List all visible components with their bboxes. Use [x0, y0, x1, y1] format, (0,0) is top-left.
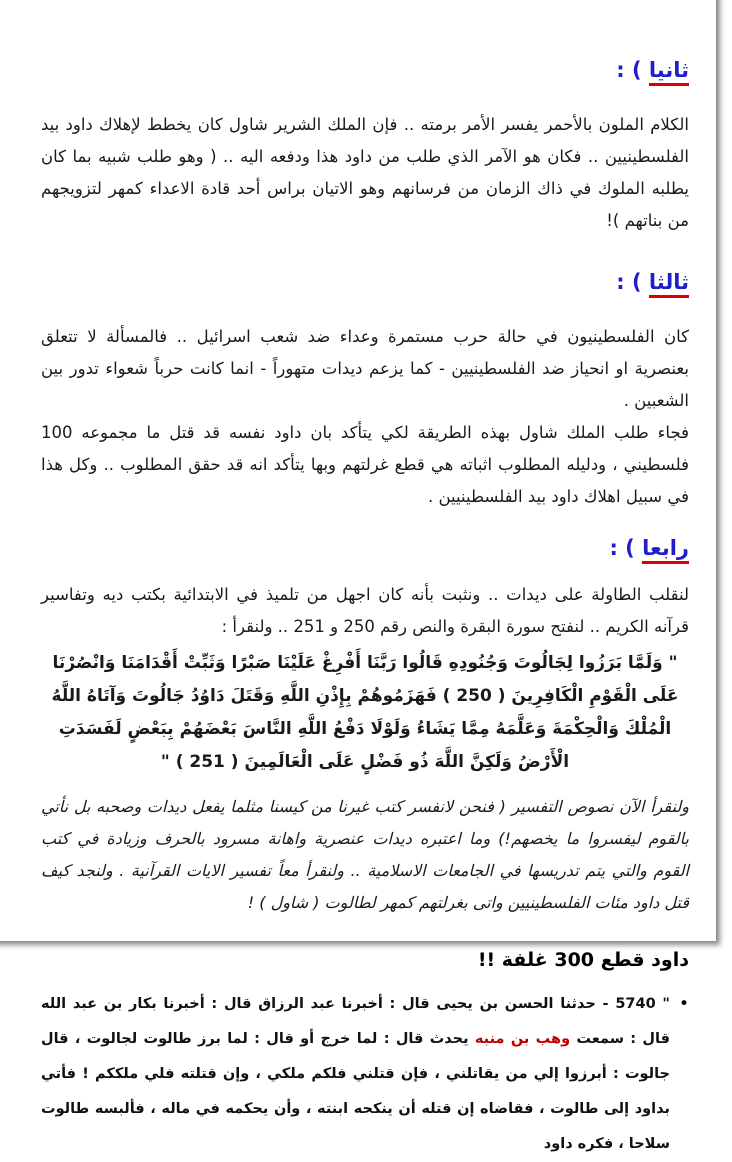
section-heading-fourth-suffix: ) : [609, 536, 643, 560]
section-heading-third-word: ثالثا [649, 270, 689, 298]
bullet-icon: • [678, 994, 689, 1014]
hadith-chain-before-narrator: " 5740 - حدثنا الحسن بن يحيى قال : أخبرنا عبد الرزاق قال : أخبرنا بكار بن عبد الله قال : سمعت [41, 996, 670, 1047]
paragraph-war-context-line1: كان الفلسطينيون في حالة حرب مستمرة وعداء ضد شعب اسرائيل .. فالمسألة لا تتعلق بعنصرية او انحياز ضد الفلسطينيين - كما يزعم ديدات متهوراً - انما كانت حرباً شعواء تدور بين الشعبين . [41, 327, 689, 410]
document-content [0, 55, 716, 1162]
paragraph-open-quran-intro: لنقلب الطاولة على ديدات .. ونثبت بأنه كان اجهل من تلميذ في الابتدائية بكتب ديه وتفاسير قرآنه الكريم .. لنفتح سورة البقرة والنص رقم 250 و 251 .. ولنقرأ : [41, 585, 689, 636]
section-heading-fourth-word: رابعا [642, 536, 689, 564]
quran-verse-baqara-250-251: " وَلَمَّا بَرَزُوا لِجَالُوتَ وَجُنُودِهِ قَالُوا رَبَّنَا أَفْرِغْ عَلَيْنَا صَبْرًا وَثَبِّتْ أَقْدَامَنَا وَانْصُرْنَا عَلَى الْقَوْمِ الْكَافِرِينَ ( 250 ) فَهَزَمُوهُمْ بِإِذْنِ اللَّهِ وَقَتَلَ دَاوُدُ جَالُوتَ وَآتَاهُ اللَّهُ الْمُلْكَ وَالْحِكْمَةَ وَعَلَّمَهُ مِمَّا يَشَاءُ وَلَوْلَا دَفْعُ اللَّهِ النَّاسَ بَعْضَهُمْ بِبَعْضٍ لَفَسَدَتِ الْأَرْضُ وَلَكِنَّ اللَّهَ ذُو فَضْلٍ عَلَى الْعَالَمِينَ ( 251 ) " [51, 653, 679, 772]
hadith-narration-text [41, 987, 670, 1162]
hadith-narrator-name: وهب بن منبه [474, 1031, 571, 1047]
section-heading-third-suffix: ) : [616, 270, 649, 294]
paragraph-saul-plot: الكلام الملون بالأحمر يفسر الأمر برمته .. فإن الملك الشرير شاول كان يخطط لإهلاك داود بيد الفلسطينيين .. فكان هو الآمر الذي طلب من داود هذا ودفعه اليه .. ( وهو طلب شبيه بما كان يطلبه الملوك في ذاك الزمان من فرسانهم وهو الاتيان براس أحد قادة الاعداء كمهر لتزويجهم من بناتهم )! [41, 115, 689, 230]
hadith-section-title: داود قطع 300 غلفة !! [477, 949, 689, 971]
section-heading-second-word: ثانيا [649, 58, 689, 86]
section-heading-second [41, 55, 689, 85]
section-heading-second-suffix: ) : [616, 58, 649, 82]
hadith-body-after-narrator: يحدث قال : لما خرج أو قال : لما برز طالوت لجالوت ، قال جالوت : أبرزوا إلي من يقاتلني ، فإن قتلني فلكم ملكي ، وإن قتلته فلي ملككم ! فأتي بداود إلى طالوت ، فقاضاه إن قتله أن ينكحه ابنته ، وأن يحكمه في ماله ، فألبسه طالوت سلاحا ، فكره داود [41, 1031, 670, 1152]
section-heading-third [41, 267, 689, 297]
section-heading-fourth [41, 533, 689, 563]
hadith-list-item [41, 987, 689, 1162]
paragraph-tafsir-commentary: ولنقرأ الآن نصوص التفسير ( فنحن لانفسر كتب غيرنا من كيسنا مثلما يفعل ديدات وصحبه بل نأتي بالقوم ليفسروا ما يخصهم!) وما اعتبره ديدات عنصرية واهانة مسرود بالحرف وزيادة في كتب القوم والتي يتم تدريسها في الجامعات الاسلامية .. ولنقرأ معاً تفسير الايات القرآنية . ولنجد كيف قتل داود مئات الفلسطينيين واتى بغرلتهم كمهر لطالوت ( شاول ) ! [41, 797, 689, 912]
paragraph-war-context-line2: فجاء طلب الملك شاول بهذه الطريقة لكي يتأكد بان داود نفسه قد قتل ما مجموعه 100 فلسطيني ، ودليله المطلوب اثباته هي قطع غرلتهم وبها يتأكد انه قد حقق المطلوب .. وكل هذا في سبيل اهلاك داود بيد الفلسطينيين . [41, 423, 689, 506]
